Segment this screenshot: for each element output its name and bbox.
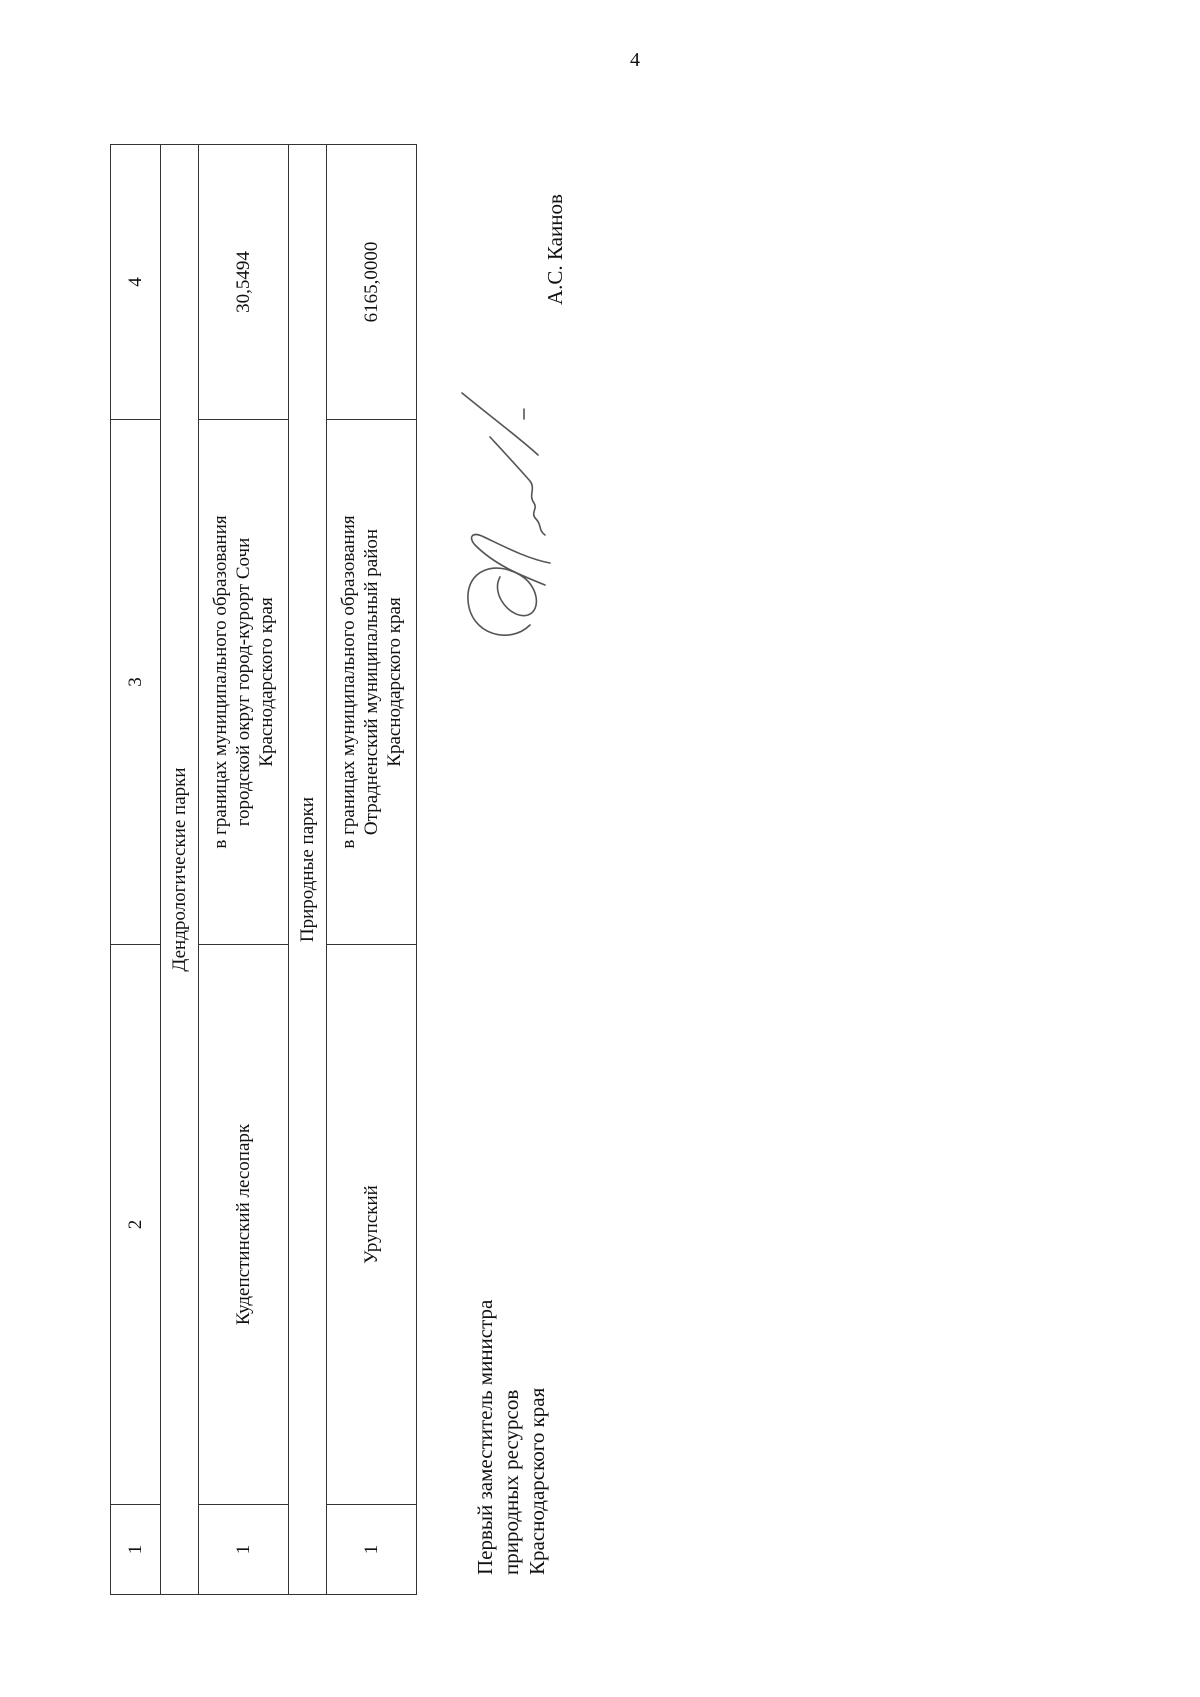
signer-position-line: природных ресурсов [499, 1389, 523, 1575]
table-header-row [111, 145, 161, 1595]
location-line: в границах муниципального образования [338, 515, 359, 849]
parks-table [110, 144, 417, 1595]
signer-position-line: Первый заместитель министра [473, 1299, 497, 1575]
signature-strokes [462, 393, 550, 635]
park-name: Кудепстинский лесопарк [199, 945, 289, 1505]
table-row [199, 145, 289, 1595]
page-number: 4 [630, 49, 640, 71]
rotated-content [110, 115, 570, 1595]
header-cell: 3 [111, 420, 161, 945]
signer-position [472, 1300, 550, 1575]
park-name: Урупский [327, 945, 417, 1505]
section-row [161, 145, 199, 1595]
location-line: городской округ город-курорт Сочи [233, 537, 254, 827]
section-title: Природные парки [289, 145, 327, 1595]
table-row [327, 145, 417, 1595]
location-line: Краснодарского края [256, 597, 277, 767]
park-area: 6165,0000 [327, 145, 417, 420]
header-cell: 4 [111, 145, 161, 420]
signer-position-line: Краснодарского края [525, 1387, 549, 1575]
row-number: 1 [327, 1505, 417, 1595]
header-cell: 2 [111, 945, 161, 1505]
park-area: 30,5494 [199, 145, 289, 420]
location-line: в границах муниципального образования [210, 515, 231, 849]
location-line: Краснодарского края [384, 597, 405, 767]
row-number: 1 [199, 1505, 289, 1595]
section-title: Дендрологические парки [161, 145, 199, 1595]
location-line: Отрадненский муниципальный район [361, 528, 382, 836]
handwritten-signature [450, 355, 570, 655]
signer-name: А.С. Каинов [543, 194, 567, 305]
park-location [327, 420, 417, 945]
park-location [199, 420, 289, 945]
section-row [289, 145, 327, 1595]
header-cell: 1 [111, 1505, 161, 1595]
